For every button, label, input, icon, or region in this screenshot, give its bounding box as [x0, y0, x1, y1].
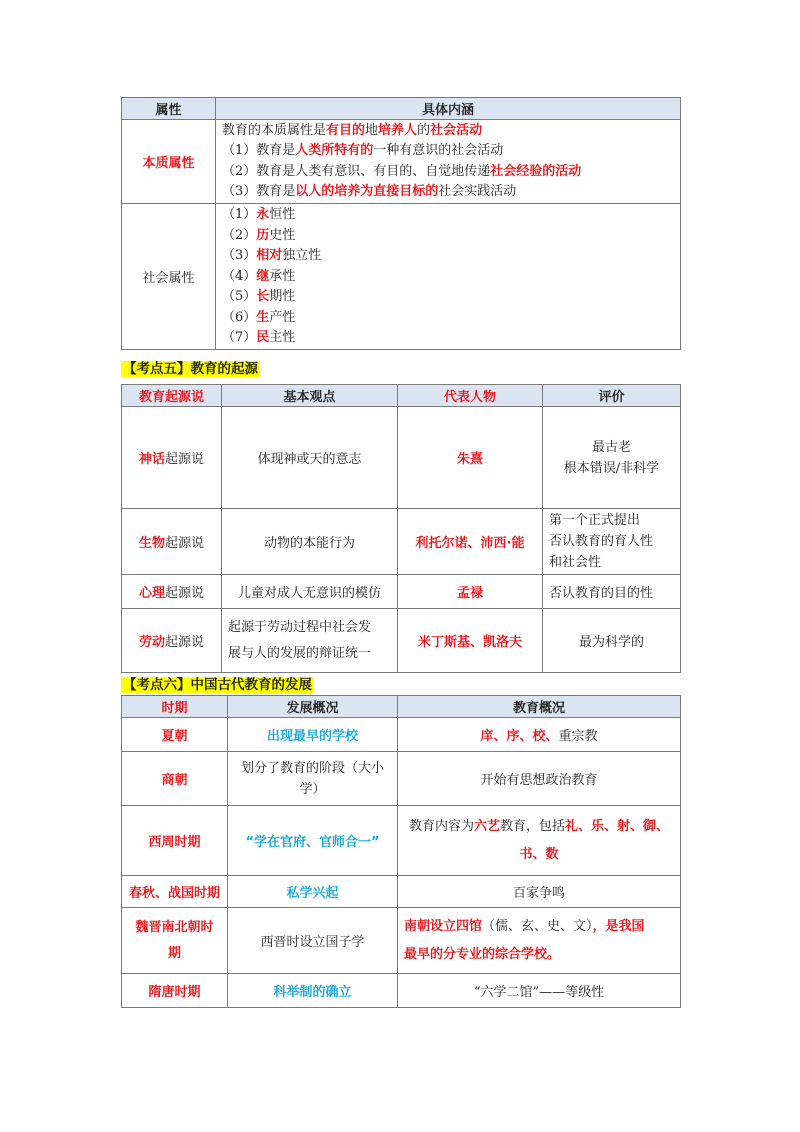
table-row: 春秋、战国时期 私学兴起 百家争鸣 [122, 876, 681, 908]
attribute-table [121, 97, 681, 350]
header-development: 发展概况 [228, 696, 398, 718]
list-item: （4）继承性 [222, 268, 296, 284]
header-content: 具体内涵 [216, 98, 681, 120]
list-item: （5）长期性 [222, 289, 296, 305]
table-row: 神话起源说 体现神或天的意志 朱熹 最古老 根本错误/非科学 [122, 407, 681, 509]
table-row: 西周时期 “学在官府、官师合一” 教育内容为六艺教育，包括礼、乐、射、御、 书、数 [122, 806, 681, 876]
social-attribute-label: 社会属性 [122, 204, 216, 350]
header-representatives: 代表人物 [398, 385, 543, 407]
list-item: （6）生产性 [222, 309, 296, 325]
header-basic-view: 基本观点 [222, 385, 398, 407]
table-row: 隋唐时期 科举制的确立 “六学二馆”——等级性 [122, 974, 681, 1008]
social-attribute-list [216, 204, 681, 350]
header-education: 教育概况 [398, 696, 681, 718]
list-item: （2）历史性 [222, 227, 296, 243]
table-row: 夏朝 出现最早的学校 庠、序、校、重宗教 [122, 718, 681, 752]
essential-attribute-content: 教育的本质属性是有目的地培养人的社会活动 （1）教育是人类所特有的一种有意识的社会活动 （2）教育是人类有意识、有目的、自觉地传递社会经验的活动 （3）教育是以人的培养为直接目标的社会实践活动 [216, 120, 681, 204]
header-period: 时期 [122, 696, 228, 718]
origin-table [121, 384, 681, 673]
list-item: （3）相对独立性 [222, 248, 322, 264]
section-title-origin: 【考点五】教育的起源 [123, 361, 258, 377]
section-title-ancient-education: 【考点六】中国古代教育的发展 [123, 677, 312, 693]
list-item: （1）永恒性 [222, 207, 296, 223]
table-row: 生物起源说 动物的本能行为 利托尔诺、沛西·能 第一个正式提出 否认教育的育人性 和社会性 [122, 509, 681, 575]
table-row: 劳动起源说 起源于劳动过程中社会发 展与人的发展的辩证统一 米丁斯基、凯洛夫 最为科学的 [122, 609, 681, 673]
ancient-education-table [121, 695, 681, 1008]
list-item: （7）民主性 [222, 330, 296, 346]
header-evaluation: 评价 [543, 385, 681, 407]
table-row: 商朝 划分了教育的阶段（大小 学） 开始有思想政治教育 [122, 752, 681, 806]
table-row: 魏晋南北朝时 期 西晋时设立国子学 南朝设立四馆（儒、玄、史、文），是我国 最早的分专业的综合学校。 [122, 908, 681, 974]
essential-attribute-label: 本质属性 [122, 120, 216, 204]
header-origin-theory: 教育起源说 [122, 385, 222, 407]
header-attribute: 属性 [122, 98, 216, 120]
table-row: 心理起源说 儿童对成人无意识的模仿 孟禄 否认教育的目的性 [122, 575, 681, 609]
